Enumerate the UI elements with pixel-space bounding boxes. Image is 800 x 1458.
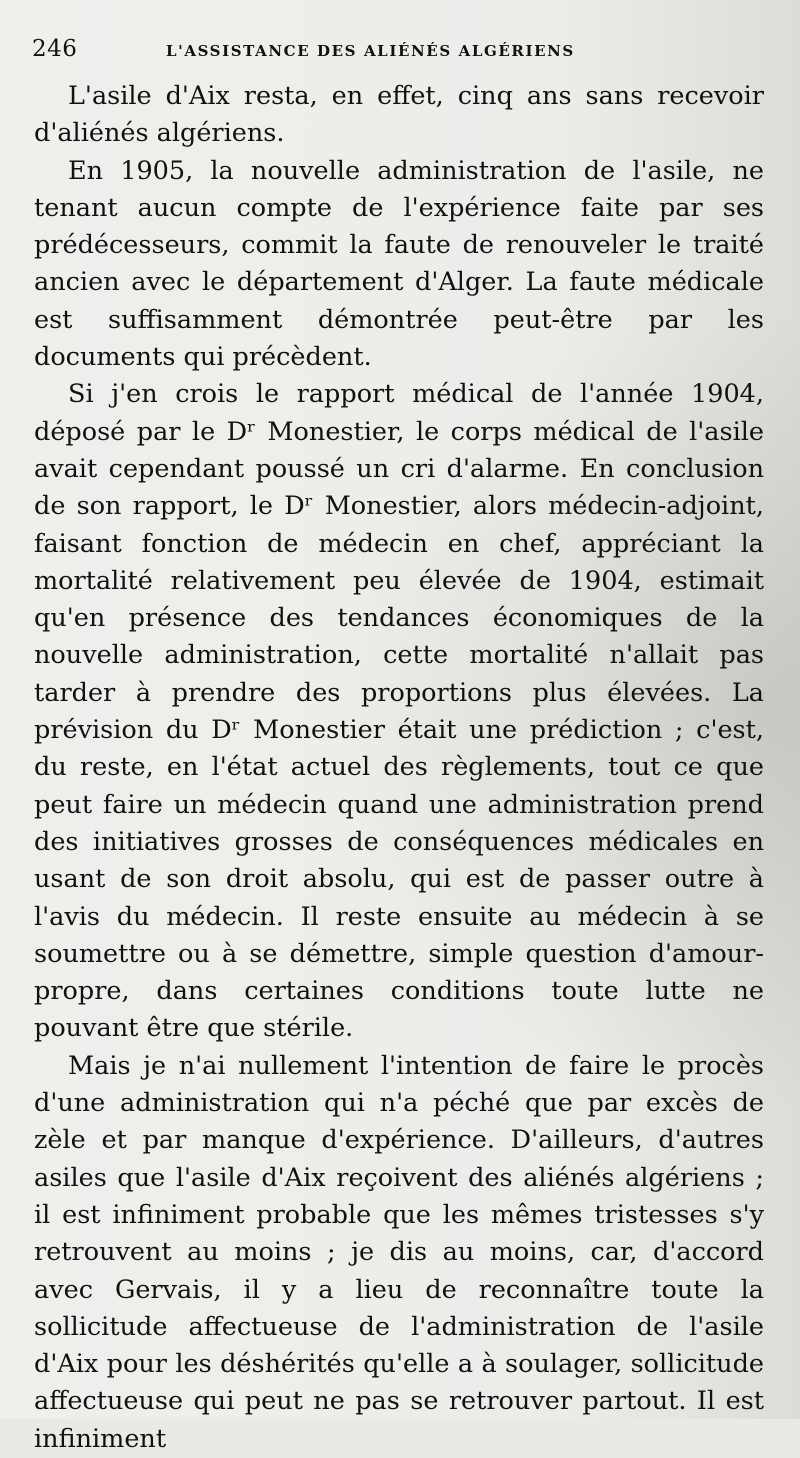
paragraph: En 1905, la nouvelle administration de l'asile, ne tenant aucun compte de l'expérience faite par ses prédécesseurs, commit la faute de renouveler le traité ancien avec le département d'Alger. La faute médicale est suffisamment démontrée peut-être par les documents qui précèdent. — [34, 155, 764, 373]
body-text — [34, 78, 764, 1458]
paragraph: L'asile d'Aix resta, en effet, cinq ans sans recevoir d'aliénés algériens. — [34, 81, 764, 149]
running-head: L'ASSISTANCE DES ALIÉNÉS ALGÉRIENS — [166, 42, 575, 60]
page-number: 246 — [32, 36, 78, 62]
page-header — [32, 36, 760, 70]
paragraph: Si j'en crois le rapport médical de l'année 1904, déposé par le Dʳ Monestier, le corps médical de l'asile avait cependant poussé un cri d'alarme. En conclusion de son rapport, le Dʳ Monestier, alors médecin-adjoint, faisant fonction de médecin en chef, appréciant la mortalité relativement peu élevée de 1904, estimait qu'en présence des tendances économiques de la nouvelle administration, cette mortalité n'allait pas tarder à prendre des proportions plus élevées. La prévision du Dʳ Monestier était une prédiction ; c'est, du reste, en l'état actuel des règlements, tout ce que peut faire un médecin quand une administration prend des initiatives grosses de conséquences médicales en usant de son droit absolu, qui est de passer outre à l'avis du médecin. Il reste ensuite au médecin à se soumettre ou à se démettre, simple question d'amour-propre, dans certaines conditions toute lutte ne pouvant être que stérile. — [34, 379, 764, 1044]
paragraph: Mais je n'ai nullement l'intention de faire le procès d'une administration qui n'a péché que par excès de zèle et par manque d'expérience. D'ailleurs, d'autres asiles que l'asile d'Aix reçoivent des aliénés algériens ; il est infiniment probable que les mêmes tristesses s'y retrouvent au moins ; je dis au moins, car, d'accord avec Gervais, il y a lieu de reconnaître toute la sollicitude affectueuse de l'administration de l'asile d'Aix pour les déshérités qu'elle a à soulager, sollicitude affectueuse qui peut ne pas se retrouver partout. Il est infiniment — [34, 1050, 764, 1454]
